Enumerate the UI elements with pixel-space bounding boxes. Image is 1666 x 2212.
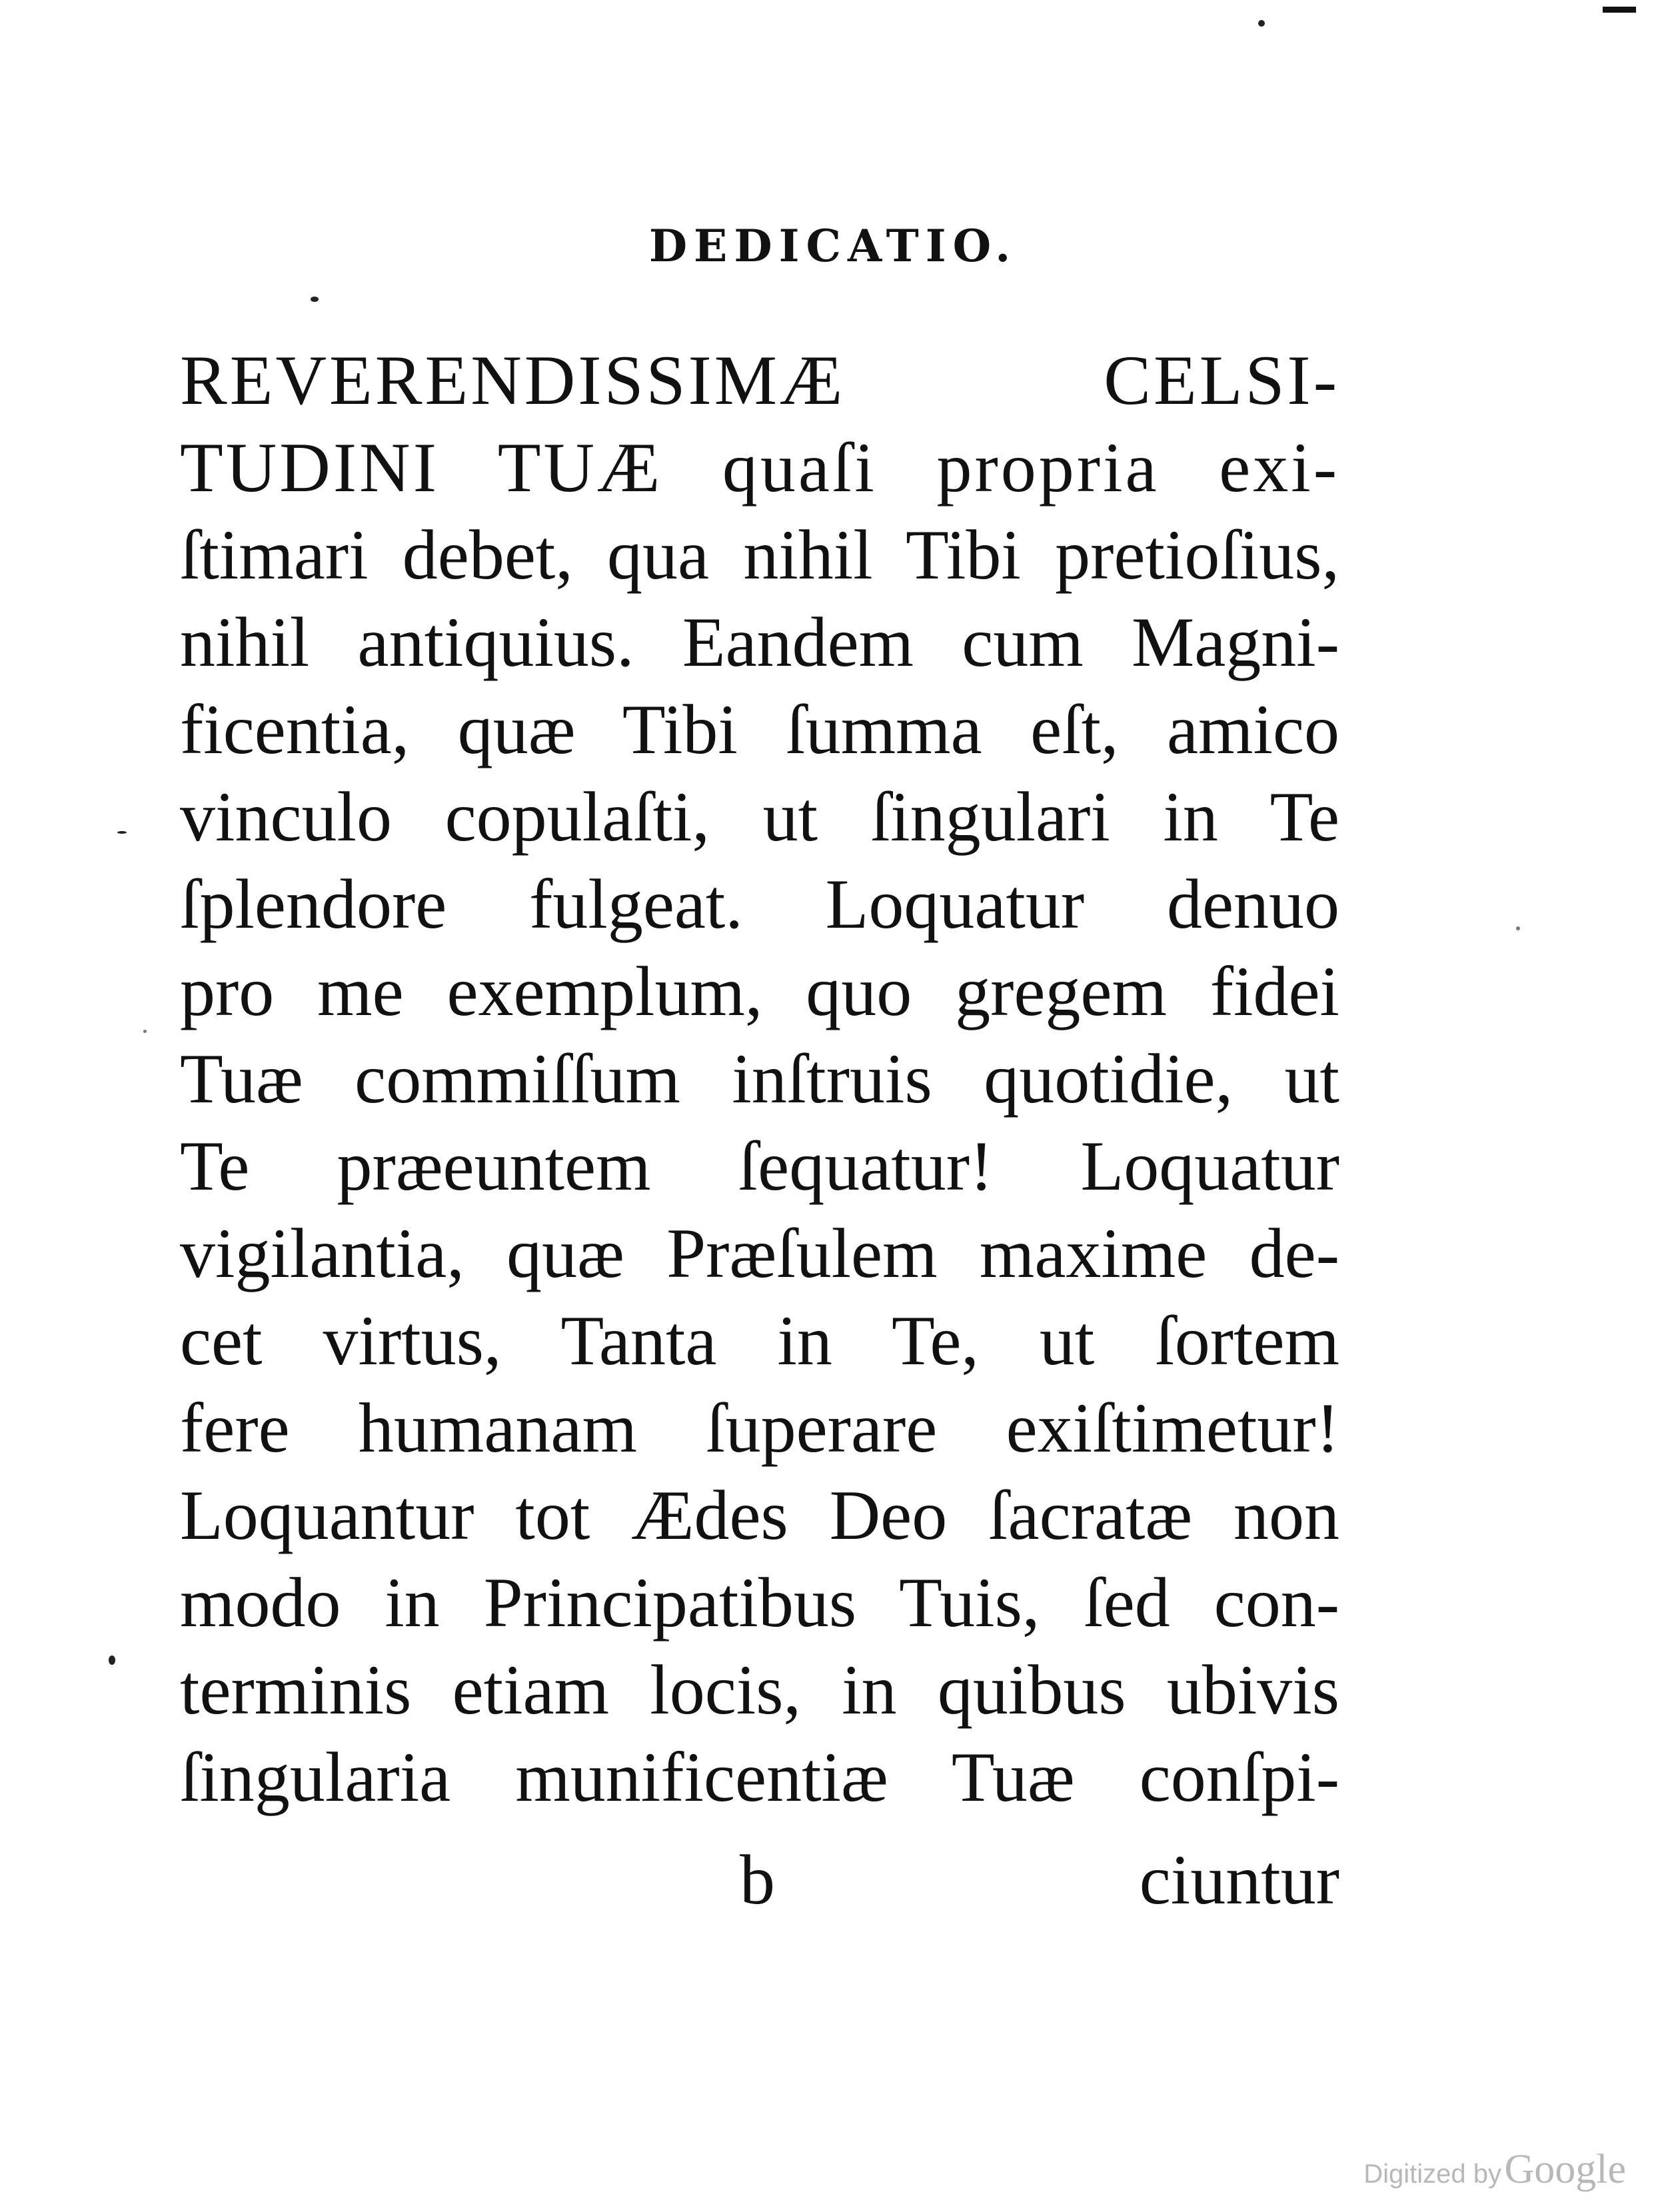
text-line: vigilantia, quæ Præſulem maxime de- <box>180 1214 1339 1292</box>
digitization-watermark <box>1363 2146 1626 2193</box>
scan-speck <box>143 1030 147 1033</box>
text-line: TUDINI TUÆ quaſi propria exi- <box>180 429 1339 507</box>
text-line: ficentia, quæ Tibi ſumma eſt, amico <box>180 690 1339 768</box>
text-line: Tuæ commiſſum inſtruis quotidie, ut <box>180 1040 1339 1118</box>
page-header: DEDICATIO. <box>648 220 1018 272</box>
scan-speck <box>311 297 319 302</box>
body-text <box>180 337 1339 1821</box>
text-line: pro me exemplum, quo gregem fidei <box>180 952 1339 1030</box>
text-line: ſingularia munificentiæ Tuæ conſpi- <box>180 1738 1339 1816</box>
scan-mark-top-right <box>1603 7 1636 13</box>
text-line: Loquantur tot Ædes Deo ſacratæ non <box>180 1476 1339 1554</box>
text-line: ſtimari debet, qua nihil Tibi pretioſius, <box>180 516 1339 594</box>
text-line: nihil antiquius. Eandem cum Magni- <box>180 603 1339 681</box>
text-line: cet virtus, Tanta in Te, ut ſortem <box>180 1302 1339 1380</box>
signature-mark: b <box>740 1841 775 1919</box>
watermark-brand: Google <box>1504 2147 1626 2192</box>
page-footer <box>180 1836 1339 1923</box>
text-line: ſplendore fulgeat. Loquatur denuo <box>180 865 1339 943</box>
text-line: modo in Principatibus Tuis, ſed con- <box>180 1564 1339 1642</box>
scan-speck <box>1258 20 1265 27</box>
scan-speck <box>1516 926 1520 930</box>
text-line: vinculo copulaſti, ut ſingulari in Te <box>180 778 1339 856</box>
text-line: terminis etiam locis, in quibus ubivis <box>180 1651 1339 1729</box>
text-line: Te præeuntem ſequatur! Loquatur <box>180 1127 1339 1205</box>
text-line: fere humanam ſuperare exiſtimetur! <box>180 1389 1339 1467</box>
catchword: ciuntur <box>1139 1841 1339 1919</box>
scan-speck <box>117 831 127 834</box>
scan-speck <box>109 1656 115 1665</box>
text-line: REVERENDISSIMÆ CELSI- <box>180 341 1339 419</box>
watermark-prefix: Digitized by <box>1363 2159 1502 2189</box>
